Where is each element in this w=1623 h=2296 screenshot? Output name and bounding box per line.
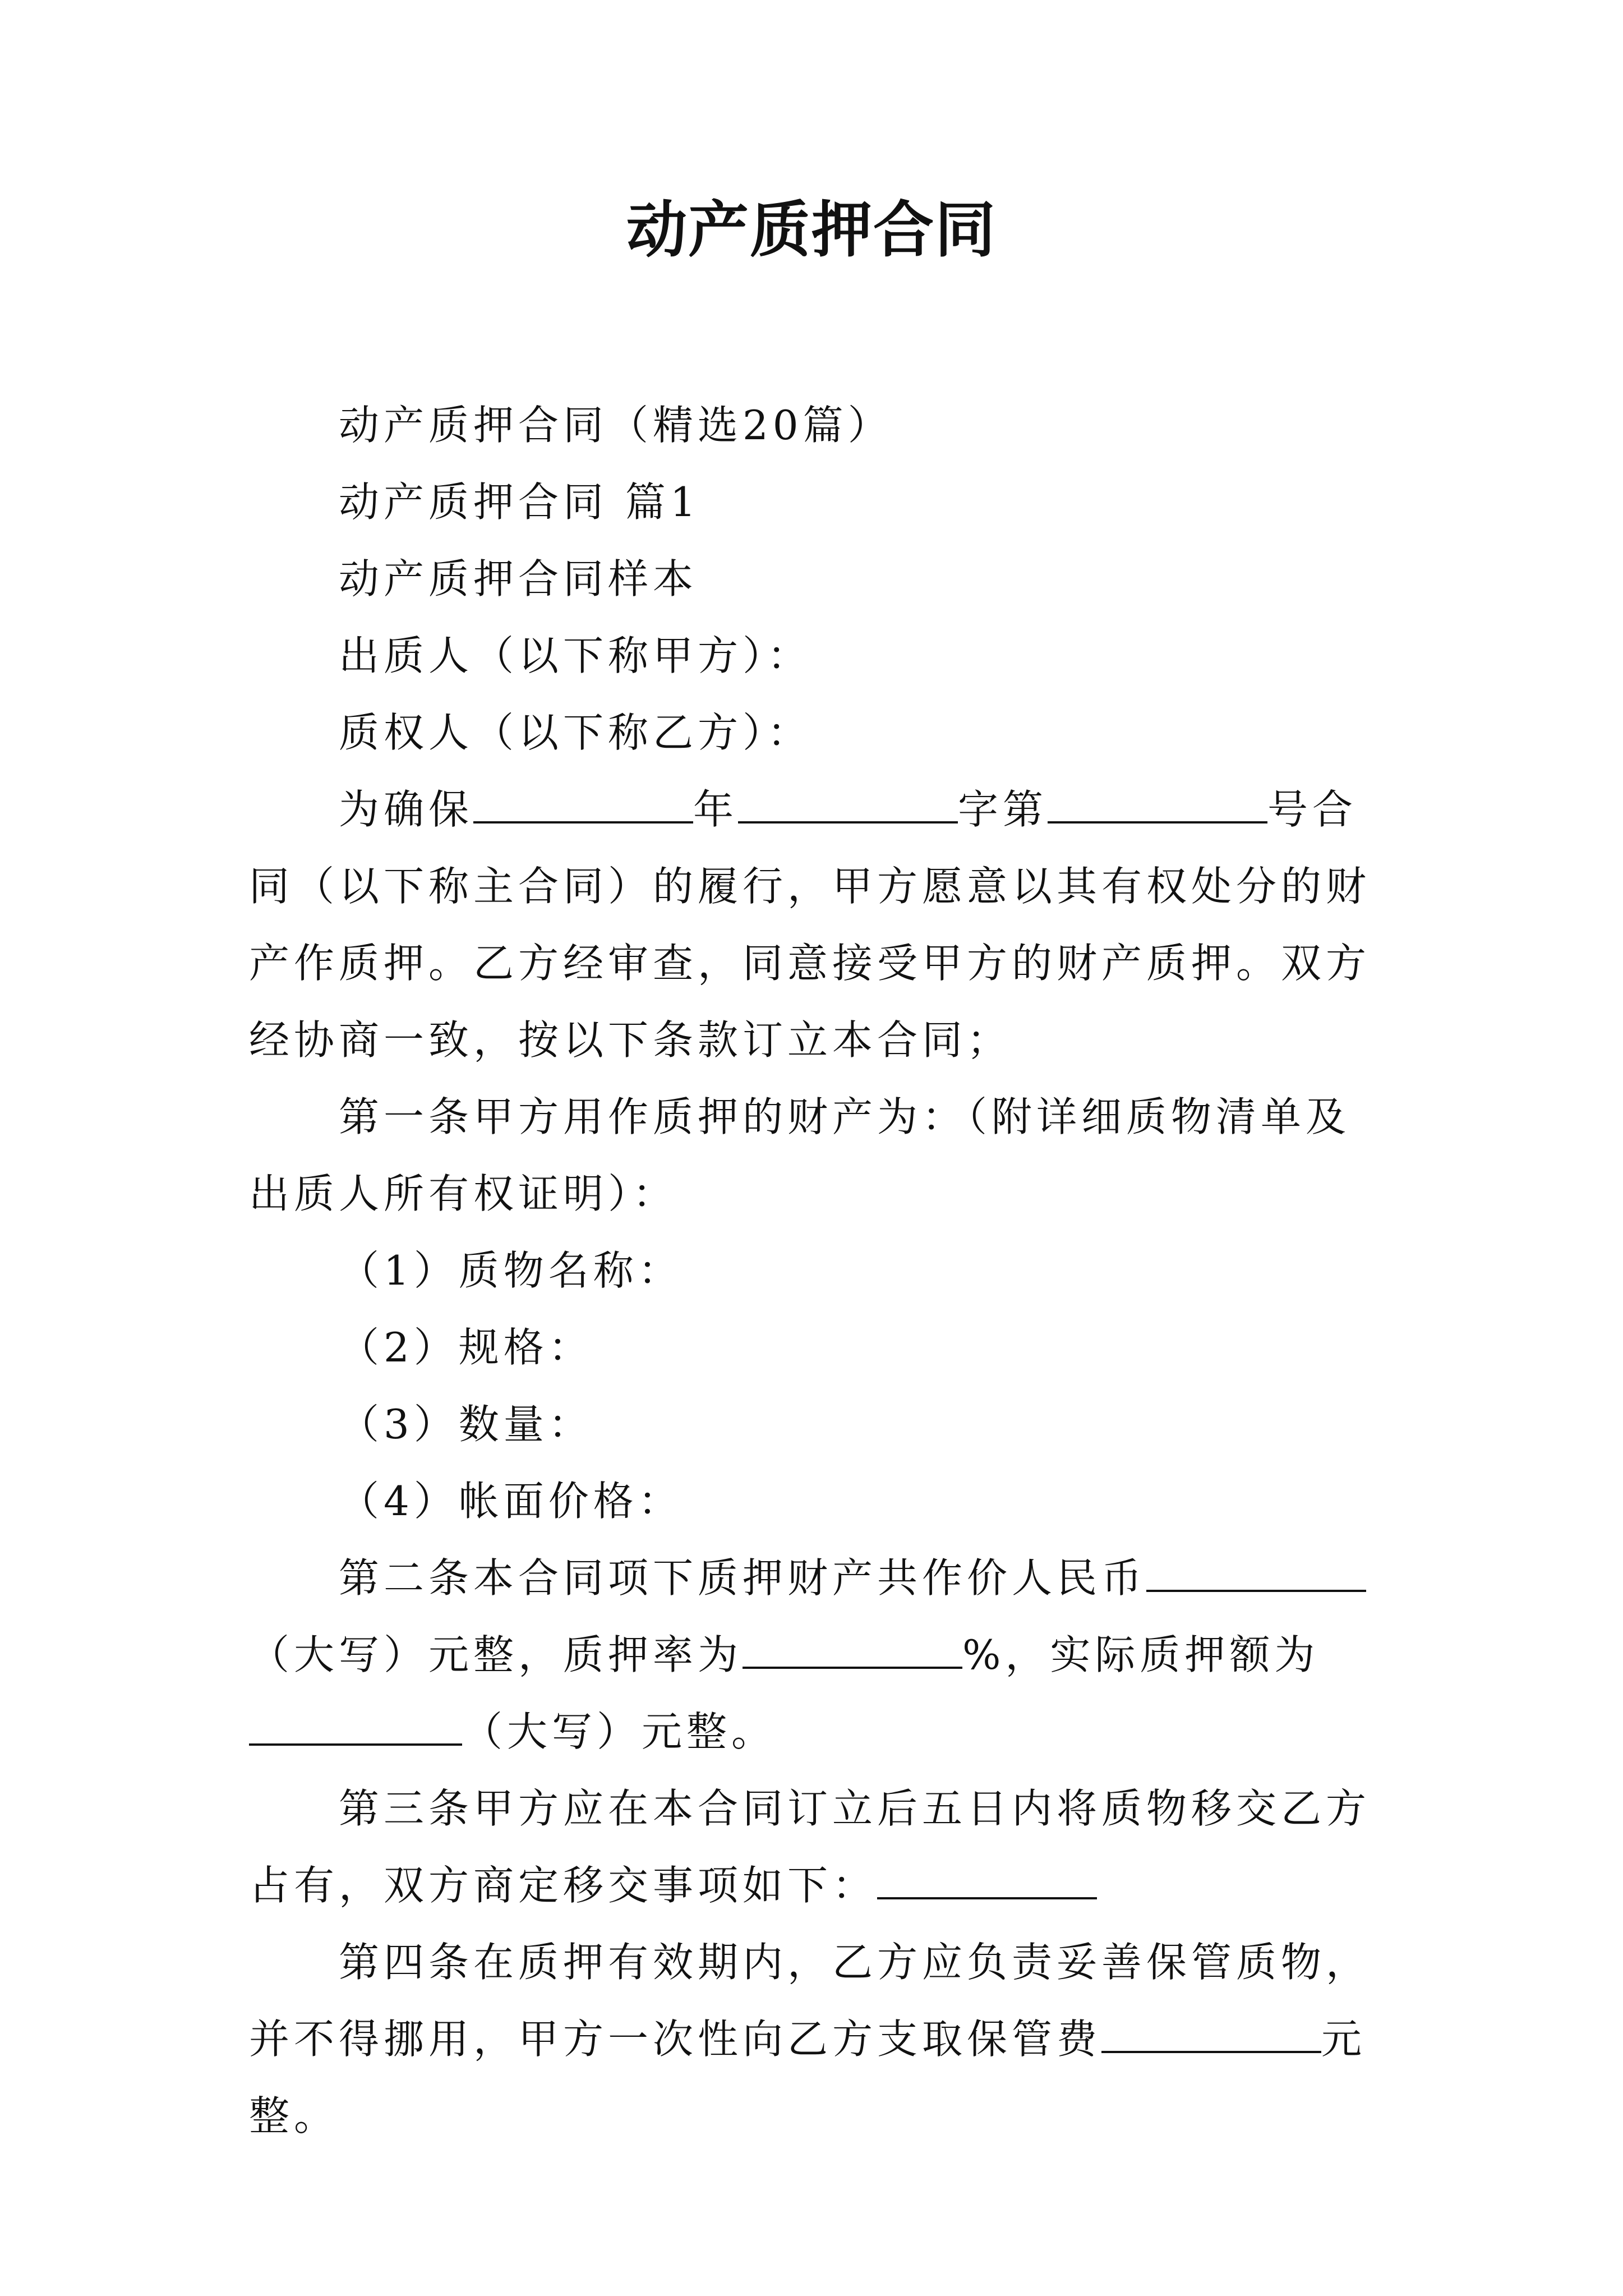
blank-transfer-matters [877, 1862, 1097, 1899]
document-title: 动产质押合同 [626, 195, 997, 265]
preamble-text-2: 年 [693, 786, 739, 833]
preamble-text-3: 字第 [958, 786, 1048, 833]
article-4-text-2: 元整。 [249, 2016, 1367, 2139]
blank-pledge-amount-b [333, 1709, 462, 1746]
blank-contract-year [473, 786, 693, 823]
item-specification: （2）规格： [339, 1324, 593, 1371]
article-3-text: 第三条甲方应在本合同订立后五日内将质物移交乙方占有，双方商定移交事项如下： [249, 1785, 1371, 1909]
preamble-text-4: 号合同（以下称主合同）的履行，甲方愿意以其有权处分的财产作质押。乙方经审查，同意接受甲方的财产质押。双方经协商一致，按以下条款订立本合同； [249, 786, 1371, 1064]
blank-contract-number [1048, 786, 1267, 823]
paragraph-sample-heading: 动产质押合同样本 [339, 555, 698, 602]
paragraph-article-1: 第一条甲方用作质押的财产为：（附详细质物清单及出质人所有权证明）： [249, 1093, 1351, 1217]
blank-custody-fee [1101, 2016, 1321, 2053]
blank-valuation-amount [1146, 1555, 1366, 1592]
item-pledge-name: （1）质物名称： [339, 1247, 683, 1294]
article-4-text-1: 第四条在质押有效期内，乙方应负责妥善保管质物，并不得挪用，甲方一次性向乙方支取保管费 [249, 1939, 1371, 2063]
document-body [249, 387, 1387, 2155]
article-2-text-2: （大写）元整，质押率为 [249, 1631, 743, 1678]
blank-pledge-amount-a [249, 1709, 333, 1746]
blank-contract-word [738, 786, 958, 823]
paragraph-article-4 [249, 1924, 1387, 2155]
blank-pledge-rate [743, 1632, 962, 1669]
paragraph-subtitle: 动产质押合同（精选20篇） [339, 402, 893, 449]
paragraph-article-3 [249, 1770, 1387, 1924]
paragraph-chapter-heading: 动产质押合同 篇1 [339, 478, 700, 526]
paragraph-article-2 [249, 1540, 1387, 1770]
item-quantity: （3）数量： [339, 1401, 593, 1448]
article-2-text-1: 第二条本合同项下质押财产共作价人民币 [339, 1554, 1147, 1602]
preamble-text-1: 为确保 [339, 786, 474, 833]
item-book-value: （4）帐面价格： [339, 1478, 683, 1525]
article-2-text-4: （大写）元整。 [462, 1708, 777, 1755]
paragraph-pledgee: 质权人（以下称乙方）： [339, 709, 813, 756]
paragraph-pledgor: 出质人（以下称甲方）： [339, 632, 813, 679]
article-2-text-3: %，实际质押额为 [962, 1631, 1320, 1678]
paragraph-preamble [249, 771, 1387, 1079]
